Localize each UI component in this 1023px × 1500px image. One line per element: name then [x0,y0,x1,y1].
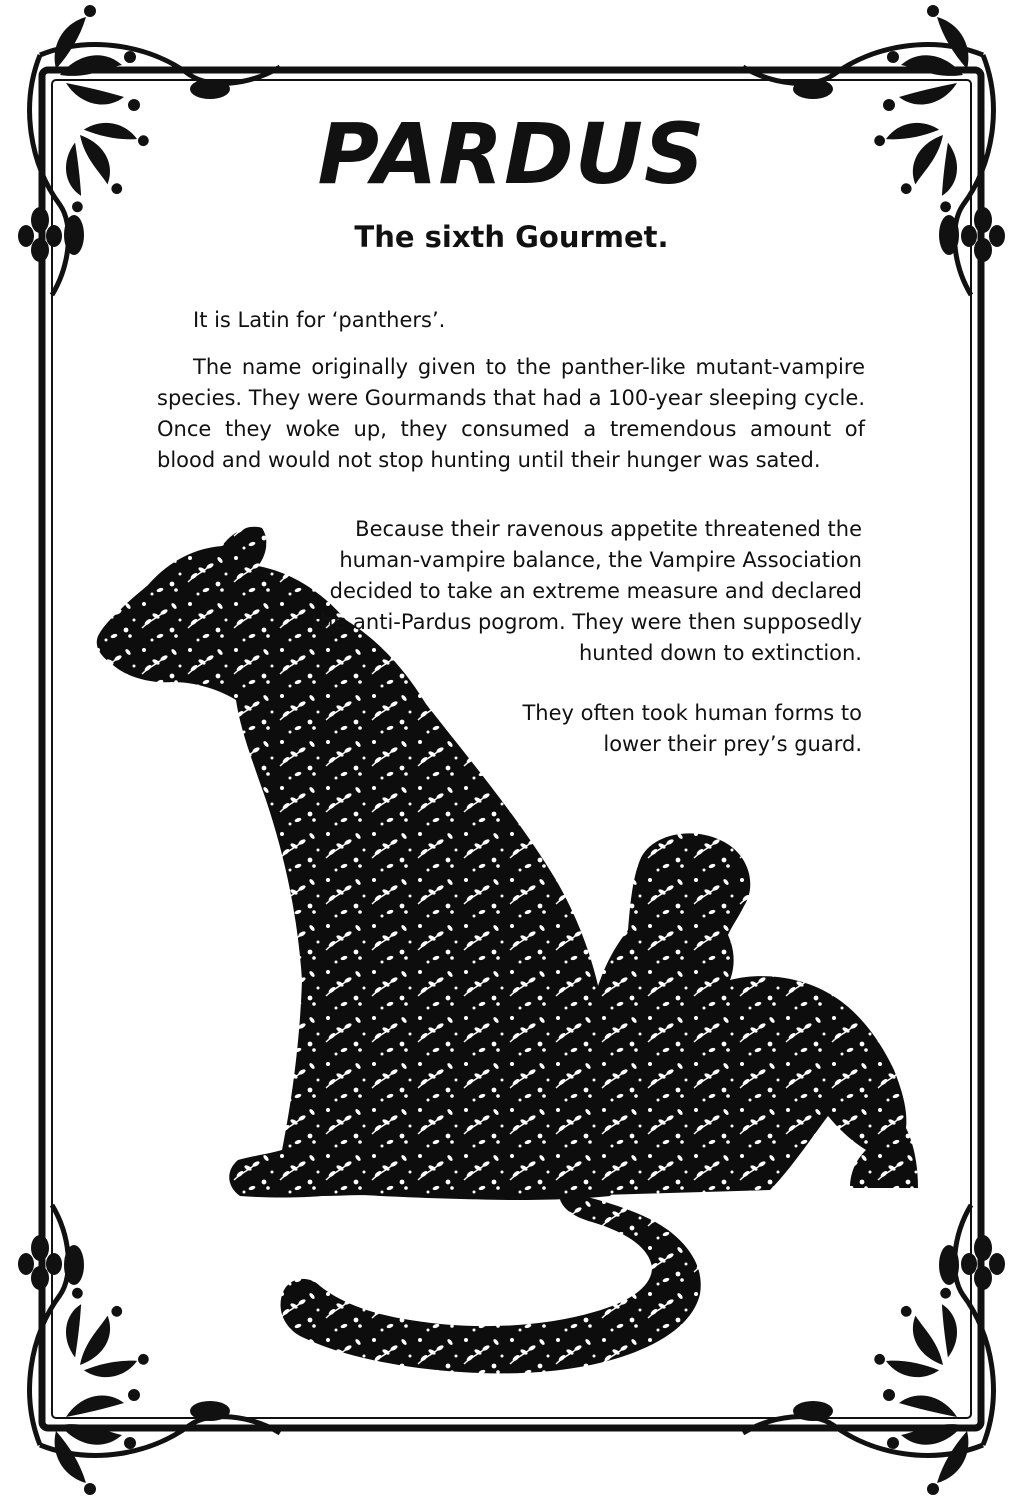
seated-figure-silhouette [590,833,918,1195]
page-title: PARDUS [317,105,706,203]
page-subtitle: The sixth Gourmet. [354,220,669,254]
panther-tail [281,1190,701,1373]
paragraph-species-description: The name originally given to the panther-like mutant-vampire species. They were Gourmands that had a 100-year sleeping cycle. Once they woke up, they consumed a tremendous amount of blood and would not stop hunting until their hunger was sated. [157,355,865,472]
paragraph-latin-meaning: It is Latin for ‘panthers’. [193,308,446,332]
paragraph-pogrom-history: Because their ravenous appetite threatened the human-vampire balance, the Vampire Association decided to take an extreme measure and declared the anti-Pardus pogrom. They were then supposedly hunted down to extinction. [311,517,862,665]
paragraph-human-forms: They often took human forms to lower their prey’s guard. [522,701,862,756]
